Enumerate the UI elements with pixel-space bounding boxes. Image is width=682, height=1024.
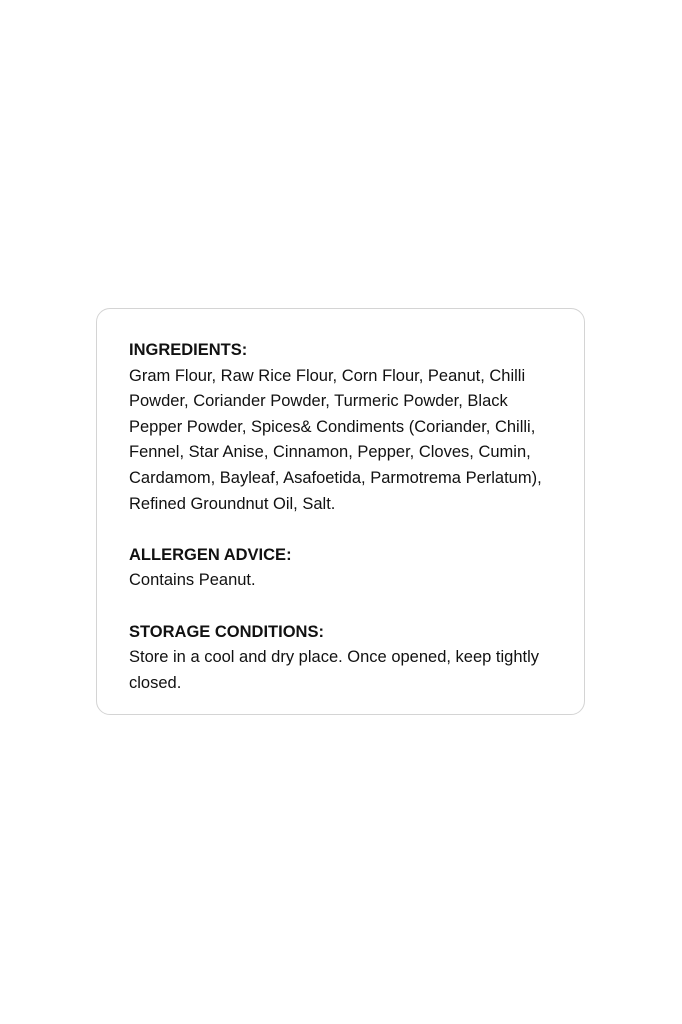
storage-text: Store in a cool and dry place. Once opened, keep tightly closed. (129, 648, 540, 692)
allergen-text: Contains Peanut. (129, 571, 256, 590)
storage-section (129, 620, 552, 697)
allergen-heading: ALLERGEN ADVICE: (129, 545, 292, 564)
product-info-card (96, 308, 585, 715)
ingredients-section (129, 338, 552, 517)
ingredients-heading: INGREDIENTS: (129, 341, 248, 359)
allergen-section (129, 543, 552, 594)
ingredients-text: Gram Flour, Raw Rice Flour, Corn Flour, Peanut, Chilli Powder, Coriander Powder, Turmeric Powder, Black Pepper Powder, Spices& Condiments (Coriander, Chilli, Fennel, Star Anise, Cinnamon, Pepper, Cloves, Cumin, Cardamom, Bayleaf, Asafoetida, Parmotrema Perlatum), Refined Groundnut Oil, Salt. (129, 366, 542, 513)
storage-heading: STORAGE CONDITIONS: (129, 622, 324, 641)
